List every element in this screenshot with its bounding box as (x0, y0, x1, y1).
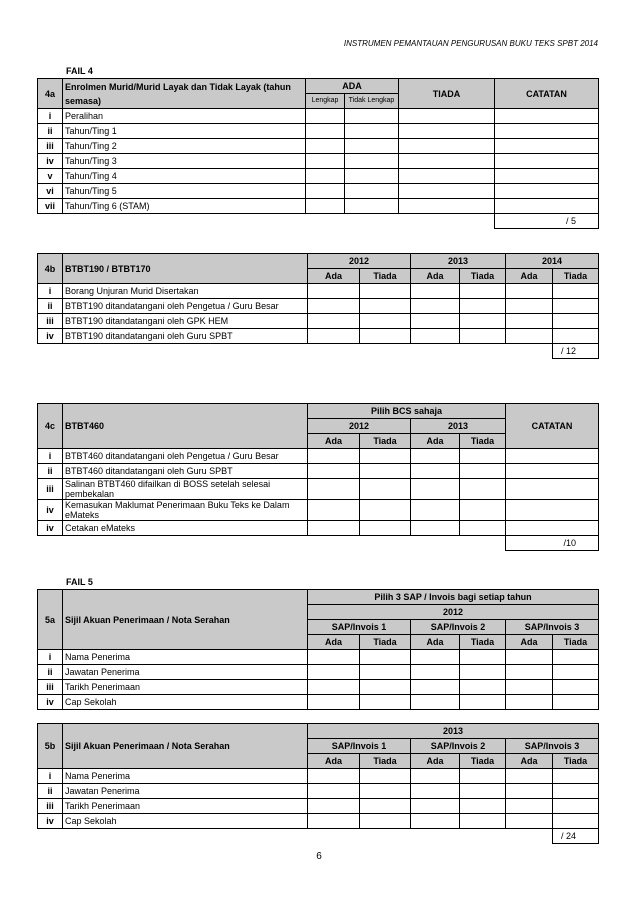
item-label: Tarikh Penerimaan (63, 680, 308, 695)
ada-header: Ada (506, 754, 553, 769)
checkbox-cell[interactable] (308, 500, 360, 521)
item-number: v (38, 169, 63, 184)
table-5a (37, 589, 599, 710)
checkbox-cell[interactable] (360, 665, 411, 680)
checkbox-cell[interactable] (460, 500, 506, 521)
year-header: 2012 (308, 254, 411, 269)
section-code-4a: 4a (38, 79, 63, 109)
checkbox-cell[interactable] (553, 784, 599, 799)
checkbox-cell[interactable] (506, 680, 553, 695)
checkbox-cell[interactable] (360, 299, 411, 314)
checkbox-cell[interactable] (411, 650, 460, 665)
checkbox-cell[interactable] (360, 500, 411, 521)
checkbox-cell[interactable] (495, 154, 599, 169)
checkbox-cell[interactable] (411, 769, 460, 784)
checkbox-cell[interactable] (460, 284, 506, 299)
pilih-header: Pilih BCS sahaja (308, 404, 506, 419)
checkbox-cell[interactable] (460, 695, 506, 710)
table-row (38, 109, 599, 124)
checkbox-cell[interactable] (360, 650, 411, 665)
table-5b (37, 723, 599, 844)
checkbox-cell[interactable] (411, 500, 460, 521)
table-row (38, 500, 599, 521)
item-number: iv (38, 521, 63, 536)
checkbox-cell[interactable] (553, 769, 599, 784)
section-code-4c: 4c (38, 404, 63, 449)
checkbox-cell[interactable] (306, 154, 345, 169)
checkbox-cell[interactable] (308, 769, 360, 784)
checkbox-cell[interactable] (495, 169, 599, 184)
sap-header: SAP/Invois 1 (308, 620, 411, 635)
checkbox-cell[interactable] (553, 314, 599, 329)
checkbox-cell[interactable] (360, 284, 411, 299)
checkbox-cell[interactable] (411, 464, 460, 479)
checkbox-cell[interactable] (399, 124, 495, 139)
item-number: ii (38, 299, 63, 314)
table-row (38, 695, 599, 710)
ada-header: Ada (308, 754, 360, 769)
item-number: iii (38, 139, 63, 154)
section-title-5a: Sijil Akuan Penerimaan / Nota Serahan (63, 590, 308, 650)
checkbox-cell[interactable] (360, 695, 411, 710)
checkbox-cell[interactable] (308, 314, 360, 329)
checkbox-cell[interactable] (506, 814, 553, 829)
item-label: BTBT460 ditandatangani oleh Pengetua / Guru Besar (63, 449, 308, 464)
item-number: iv (38, 154, 63, 169)
item-number: ii (38, 784, 63, 799)
tiada-header: Tiada (460, 269, 506, 284)
ada-header: Ada (308, 635, 360, 650)
checkbox-cell[interactable] (553, 284, 599, 299)
checkbox-cell[interactable] (308, 464, 360, 479)
checkbox-cell[interactable] (460, 329, 506, 344)
item-label: Tarikh Penerimaan (63, 799, 308, 814)
table-row (38, 329, 599, 344)
item-number: ii (38, 124, 63, 139)
checkbox-cell[interactable] (506, 449, 599, 464)
checkbox-cell[interactable] (506, 521, 599, 536)
checkbox-cell[interactable] (553, 799, 599, 814)
item-label: Jawatan Penerima (63, 784, 308, 799)
table-row (38, 124, 599, 139)
total-4b: / 12 (553, 344, 599, 359)
checkbox-cell[interactable] (360, 769, 411, 784)
checkbox-cell[interactable] (495, 199, 599, 214)
ada-header: Ada (411, 754, 460, 769)
total-4c: /10 (506, 536, 599, 551)
ada-header: ADA (306, 79, 399, 94)
item-label: Tahun/Ting 2 (63, 139, 306, 154)
table-4c (37, 403, 599, 551)
tidak-lengkap-header: Tidak Lengkap (345, 94, 399, 109)
item-number: i (38, 650, 63, 665)
table-row (38, 799, 599, 814)
checkbox-cell[interactable] (506, 329, 553, 344)
table-row (38, 680, 599, 695)
table-4b (37, 253, 599, 359)
checkbox-cell[interactable] (411, 284, 460, 299)
table-row (38, 769, 599, 784)
table-row (38, 521, 599, 536)
checkbox-cell[interactable] (553, 665, 599, 680)
ada-header: Ada (411, 635, 460, 650)
item-label: Cetakan eMateks (63, 521, 308, 536)
checkbox-cell[interactable] (308, 449, 360, 464)
item-number: iv (38, 814, 63, 829)
tiada-header: Tiada (360, 269, 411, 284)
checkbox-cell[interactable] (506, 479, 599, 500)
item-number: i (38, 109, 63, 124)
item-label: BTBT460 ditandatangani oleh Guru SPBT (63, 464, 308, 479)
checkbox-cell[interactable] (308, 299, 360, 314)
checkbox-cell[interactable] (308, 799, 360, 814)
tiada-header: Tiada (360, 434, 411, 449)
checkbox-cell[interactable] (460, 680, 506, 695)
section-title-5b: Sijil Akuan Penerimaan / Nota Serahan (63, 724, 308, 769)
checkbox-cell[interactable] (345, 169, 399, 184)
checkbox-cell[interactable] (411, 799, 460, 814)
checkbox-cell[interactable] (306, 109, 345, 124)
checkbox-cell[interactable] (399, 184, 495, 199)
item-label: Tahun/Ting 3 (63, 154, 306, 169)
sap-header: SAP/Invois 2 (411, 739, 506, 754)
checkbox-cell[interactable] (399, 199, 495, 214)
tiada-header: Tiada (460, 434, 506, 449)
checkbox-cell[interactable] (495, 124, 599, 139)
table-row (38, 139, 599, 154)
tiada-header: Tiada (553, 754, 599, 769)
checkbox-cell[interactable] (460, 665, 506, 680)
ada-header: Ada (411, 434, 460, 449)
table-row (38, 314, 599, 329)
table-row (38, 284, 599, 299)
sap-header: SAP/Invois 2 (411, 620, 506, 635)
checkbox-cell[interactable] (411, 814, 460, 829)
checkbox-cell[interactable] (360, 449, 411, 464)
catatan-header: CATATAN (506, 404, 599, 449)
checkbox-cell[interactable] (506, 299, 553, 314)
checkbox-cell[interactable] (308, 814, 360, 829)
year-header: 2012 (308, 605, 599, 620)
item-number: vii (38, 199, 63, 214)
item-number: ii (38, 665, 63, 680)
item-number: iii (38, 799, 63, 814)
tiada-header: Tiada (360, 635, 411, 650)
year-header: 2012 (308, 419, 411, 434)
year-header: 2014 (506, 254, 599, 269)
checkbox-cell[interactable] (306, 199, 345, 214)
item-label: Nama Penerima (63, 769, 308, 784)
table-row (38, 650, 599, 665)
checkbox-cell[interactable] (460, 299, 506, 314)
table-row (38, 814, 599, 829)
ada-header: Ada (506, 635, 553, 650)
item-label: BTBT190 ditandatangani oleh GPK HEM (63, 314, 308, 329)
ada-header: Ada (308, 434, 360, 449)
checkbox-cell[interactable] (360, 479, 411, 500)
section-title-4a: Enrolmen Murid/Murid Layak dan Tidak Layak (tahun semasa) (63, 79, 306, 109)
fail5-label: FAIL 5 (66, 577, 93, 587)
checkbox-cell[interactable] (460, 784, 506, 799)
checkbox-cell[interactable] (411, 680, 460, 695)
sap-header: SAP/Invois 3 (506, 620, 599, 635)
ada-header: Ada (308, 269, 360, 284)
item-label: Borang Unjuran Murid Disertakan (63, 284, 308, 299)
checkbox-cell[interactable] (308, 784, 360, 799)
checkbox-cell[interactable] (506, 695, 553, 710)
checkbox-cell[interactable] (345, 109, 399, 124)
item-label: Salinan BTBT460 difailkan di BOSS setelah selesai pembekalan (63, 479, 308, 500)
item-label: Tahun/Ting 6 (STAM) (63, 199, 306, 214)
item-label: Nama Penerima (63, 650, 308, 665)
checkbox-cell[interactable] (411, 665, 460, 680)
item-number: iv (38, 329, 63, 344)
checkbox-cell[interactable] (308, 329, 360, 344)
total-4a: / 5 (495, 214, 599, 229)
checkbox-cell[interactable] (308, 695, 360, 710)
checkbox-cell[interactable] (308, 521, 360, 536)
checkbox-cell[interactable] (411, 299, 460, 314)
checkbox-cell[interactable] (308, 284, 360, 299)
checkbox-cell[interactable] (411, 449, 460, 464)
table-row (38, 665, 599, 680)
section-code-5a: 5a (38, 590, 63, 650)
checkbox-cell[interactable] (506, 769, 553, 784)
total-5b: / 24 (553, 829, 599, 844)
checkbox-cell[interactable] (506, 314, 553, 329)
checkbox-cell[interactable] (345, 124, 399, 139)
checkbox-cell[interactable] (411, 314, 460, 329)
checkbox-cell[interactable] (506, 650, 553, 665)
table-4a (37, 78, 599, 229)
document-header: INSTRUMEN PEMANTAUAN PENGURUSAN BUKU TEKS SPBT 2014 (343, 39, 598, 48)
year-header: 2013 (411, 254, 506, 269)
item-number: iii (38, 314, 63, 329)
checkbox-cell[interactable] (345, 199, 399, 214)
checkbox-cell[interactable] (506, 665, 553, 680)
tiada-header: Tiada (460, 635, 506, 650)
table-row (38, 184, 599, 199)
checkbox-cell[interactable] (460, 650, 506, 665)
item-label: Kemasukan Maklumat Penerimaan Buku Teks ke Dalam eMateks (63, 500, 308, 521)
year-header: 2013 (308, 724, 599, 739)
checkbox-cell[interactable] (553, 695, 599, 710)
tiada-header: TIADA (399, 79, 495, 109)
table-row (38, 464, 599, 479)
table-row (38, 479, 599, 500)
checkbox-cell[interactable] (411, 695, 460, 710)
checkbox-cell[interactable] (308, 479, 360, 500)
tiada-header: Tiada (553, 269, 599, 284)
checkbox-cell[interactable] (495, 109, 599, 124)
checkbox-cell[interactable] (553, 650, 599, 665)
lengkap-header: Lengkap (306, 94, 345, 109)
table-row (38, 784, 599, 799)
checkbox-cell[interactable] (460, 449, 506, 464)
checkbox-cell[interactable] (553, 329, 599, 344)
checkbox-cell[interactable] (506, 500, 599, 521)
item-number: iv (38, 695, 63, 710)
item-number: iii (38, 680, 63, 695)
catatan-header: CATATAN (495, 79, 599, 109)
checkbox-cell[interactable] (553, 680, 599, 695)
checkbox-cell[interactable] (345, 154, 399, 169)
checkbox-cell[interactable] (506, 284, 553, 299)
tiada-header: Tiada (553, 635, 599, 650)
section-title-4b: BTBT190 / BTBT170 (63, 254, 308, 284)
checkbox-cell[interactable] (460, 799, 506, 814)
checkbox-cell[interactable] (460, 769, 506, 784)
item-number: vi (38, 184, 63, 199)
table-row (38, 154, 599, 169)
checkbox-cell[interactable] (399, 154, 495, 169)
item-label: Tahun/Ting 4 (63, 169, 306, 184)
item-number: i (38, 769, 63, 784)
item-label: Jawatan Penerima (63, 665, 308, 680)
checkbox-cell[interactable] (460, 314, 506, 329)
checkbox-cell[interactable] (360, 329, 411, 344)
item-label: Peralihan (63, 109, 306, 124)
checkbox-cell[interactable] (411, 521, 460, 536)
ada-header: Ada (411, 269, 460, 284)
item-label: Tahun/Ting 1 (63, 124, 306, 139)
item-label: Cap Sekolah (63, 814, 308, 829)
table-row (38, 299, 599, 314)
checkbox-cell[interactable] (411, 479, 460, 500)
checkbox-cell[interactable] (360, 314, 411, 329)
sap-header: SAP/Invois 1 (308, 739, 411, 754)
page-number: 6 (316, 851, 322, 862)
checkbox-cell[interactable] (306, 124, 345, 139)
checkbox-cell[interactable] (411, 784, 460, 799)
pilih-header: Pilih 3 SAP / Invois bagi setiap tahun (308, 590, 599, 605)
checkbox-cell[interactable] (506, 799, 553, 814)
sap-header: SAP/Invois 3 (506, 739, 599, 754)
checkbox-cell[interactable] (506, 464, 599, 479)
table-row (38, 199, 599, 214)
checkbox-cell[interactable] (360, 521, 411, 536)
checkbox-cell[interactable] (399, 169, 495, 184)
checkbox-cell[interactable] (306, 139, 345, 154)
checkbox-cell[interactable] (306, 169, 345, 184)
table-row (38, 169, 599, 184)
checkbox-cell[interactable] (308, 665, 360, 680)
item-number: ii (38, 464, 63, 479)
checkbox-cell[interactable] (345, 139, 399, 154)
tiada-header: Tiada (460, 754, 506, 769)
checkbox-cell[interactable] (495, 139, 599, 154)
checkbox-cell[interactable] (411, 329, 460, 344)
checkbox-cell[interactable] (460, 814, 506, 829)
item-label: BTBT190 ditandatangani oleh Pengetua / Guru Besar (63, 299, 308, 314)
section-code-4b: 4b (38, 254, 63, 284)
checkbox-cell[interactable] (460, 464, 506, 479)
checkbox-cell[interactable] (553, 814, 599, 829)
checkbox-cell[interactable] (308, 680, 360, 695)
ada-header: Ada (506, 269, 553, 284)
checkbox-cell[interactable] (360, 464, 411, 479)
checkbox-cell[interactable] (553, 299, 599, 314)
section-title-4c: BTBT460 (63, 404, 308, 449)
item-number: iv (38, 500, 63, 521)
checkbox-cell[interactable] (308, 650, 360, 665)
item-number: i (38, 449, 63, 464)
checkbox-cell[interactable] (360, 784, 411, 799)
checkbox-cell[interactable] (306, 184, 345, 199)
checkbox-cell[interactable] (360, 814, 411, 829)
item-label: Tahun/Ting 5 (63, 184, 306, 199)
section-code-5b: 5b (38, 724, 63, 769)
item-number: i (38, 284, 63, 299)
item-label: BTBT190 ditandatangani oleh Guru SPBT (63, 329, 308, 344)
checkbox-cell[interactable] (345, 184, 399, 199)
checkbox-cell[interactable] (460, 521, 506, 536)
year-header: 2013 (411, 419, 506, 434)
item-number: iii (38, 479, 63, 500)
checkbox-cell[interactable] (495, 184, 599, 199)
checkbox-cell[interactable] (399, 109, 495, 124)
tiada-header: Tiada (360, 754, 411, 769)
checkbox-cell[interactable] (360, 799, 411, 814)
checkbox-cell[interactable] (399, 139, 495, 154)
checkbox-cell[interactable] (360, 680, 411, 695)
checkbox-cell[interactable] (506, 784, 553, 799)
checkbox-cell[interactable] (460, 479, 506, 500)
fail4-label: FAIL 4 (66, 66, 93, 76)
item-label: Cap Sekolah (63, 695, 308, 710)
table-row (38, 449, 599, 464)
